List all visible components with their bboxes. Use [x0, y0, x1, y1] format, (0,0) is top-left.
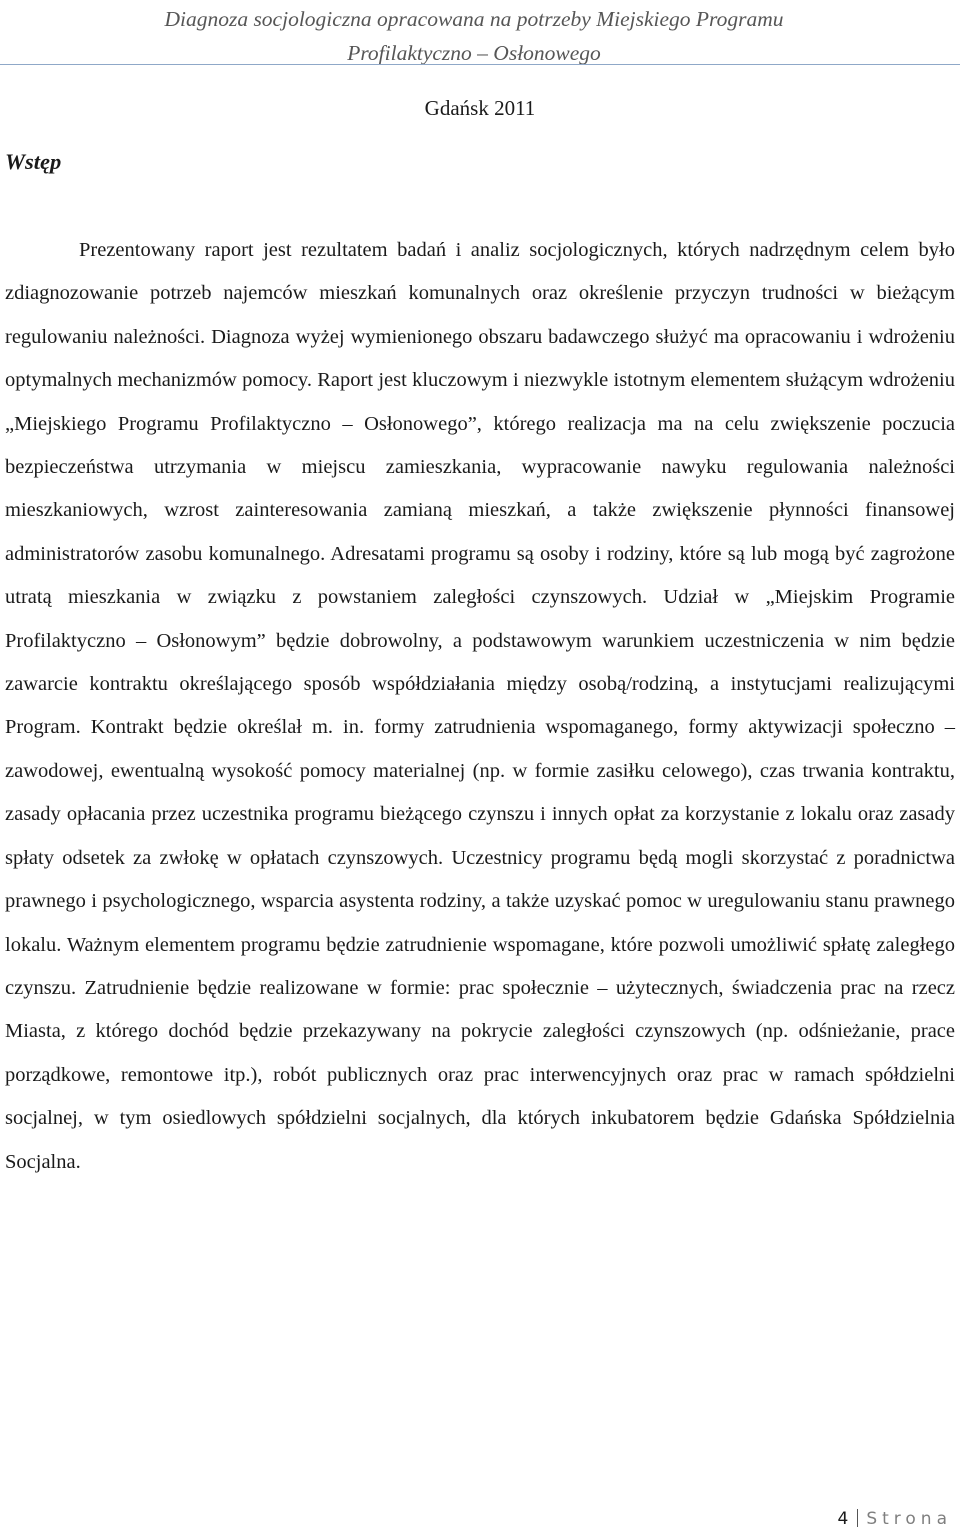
page-number: 4: [837, 1509, 849, 1529]
page-label: Strona: [866, 1509, 952, 1529]
body-paragraph: Prezentowany raport jest rezultatem badań i analiz socjologicznych, których nadrzędnym celem było zdiagnozowanie potrzeb najemców mieszkań komunalnych oraz określenie przyczyn trudności w bieżącym regulowaniu należności. Diagnoza wyżej wymienionego obszaru badawczego służyć ma opracowaniu i wdrożeniu optymalnych mechanizmów pomocy. Raport jest kluczowym i niezwykle istotnym elementem służącym wdrożeniu „Miejskiego Programu Profilaktyczno – Osłonowego”, którego realizacja ma na celu zwiększenie poczucia bezpieczeństwa utrzymania w miejscu zamieszkania, wypracowanie nawyku regulowania należności mieszkaniowych, wzrost zainteresowania zamianą mieszkań, a także zwiększenie płynności finansowej administratorów zasobu komunalnego. Adresatami programu są osoby i rodziny, które są lub mogą być zagrożone utratą mieszkania w związku z powstaniem zaległości czynszowych. Udział w „Miejskim Programie Profilaktyczno – Osłonowym” będzie dobrowolny, a podstawowym warunkiem uczestniczenia w nim będzie zawarcie kontraktu określającego sposób współdziałania między osobą/rodziną, a instytucjami realizującymi Program. Kontrakt będzie określał m. in. formy zatrudnienia wspomaganego, formy aktywizacji społeczno – zawodowej, ewentualną wysokość pomocy materialnej (np. w formie zasiłku celowego), czas trwania kontraktu, zasady opłacania przez uczestnika programu bieżącego czynszu i innych opłat za korzystanie z lokalu oraz zasady spłaty odsetek za zwłokę w opłatach czynszowych. Uczestnicy programu będą mogli skorzystać z poradnictwa prawnego i psychologicznego, wsparcia asystenta rodziny, a także uzyskać pomoc w uregulowaniu stanu prawnego lokalu. Ważnym elementem programu będzie zatrudnienie wspomagane, które pozwoli umożliwić spłatę zaległego czynszu. Zatrudnienie będzie realizowane w formie: prac społecznie – użytecznych, świadczenia prac na rzecz Miasta, z którego dochód będzie przekazywany na pokrycie zaległości czynszowych (np. odśnieżanie, prace porządkowe, remontowe itp.), robót publicznych oraz prac interwencyjnych oraz prac w ramach spółdzielni socjalnej, w tym osiedlowych spółdzielni socjalnych, dla których inkubatorem będzie Gdańska Spółdzielnia Socjalna.: [5, 239, 955, 1173]
page-footer: [838, 1508, 953, 1530]
running-header-line-1: Diagnoza socjologiczna opracowana na potrzeby Miejskiego Programu: [164, 7, 784, 31]
section-title: Wstęp: [5, 149, 62, 174]
header-divider: [0, 64, 960, 65]
city-date: Gdańsk 2011: [424, 96, 536, 120]
running-header-line-2: Profilaktyczno – Osłonowego: [347, 41, 601, 65]
running-header: [114, 2, 834, 70]
footer-separator: [857, 1509, 858, 1527]
